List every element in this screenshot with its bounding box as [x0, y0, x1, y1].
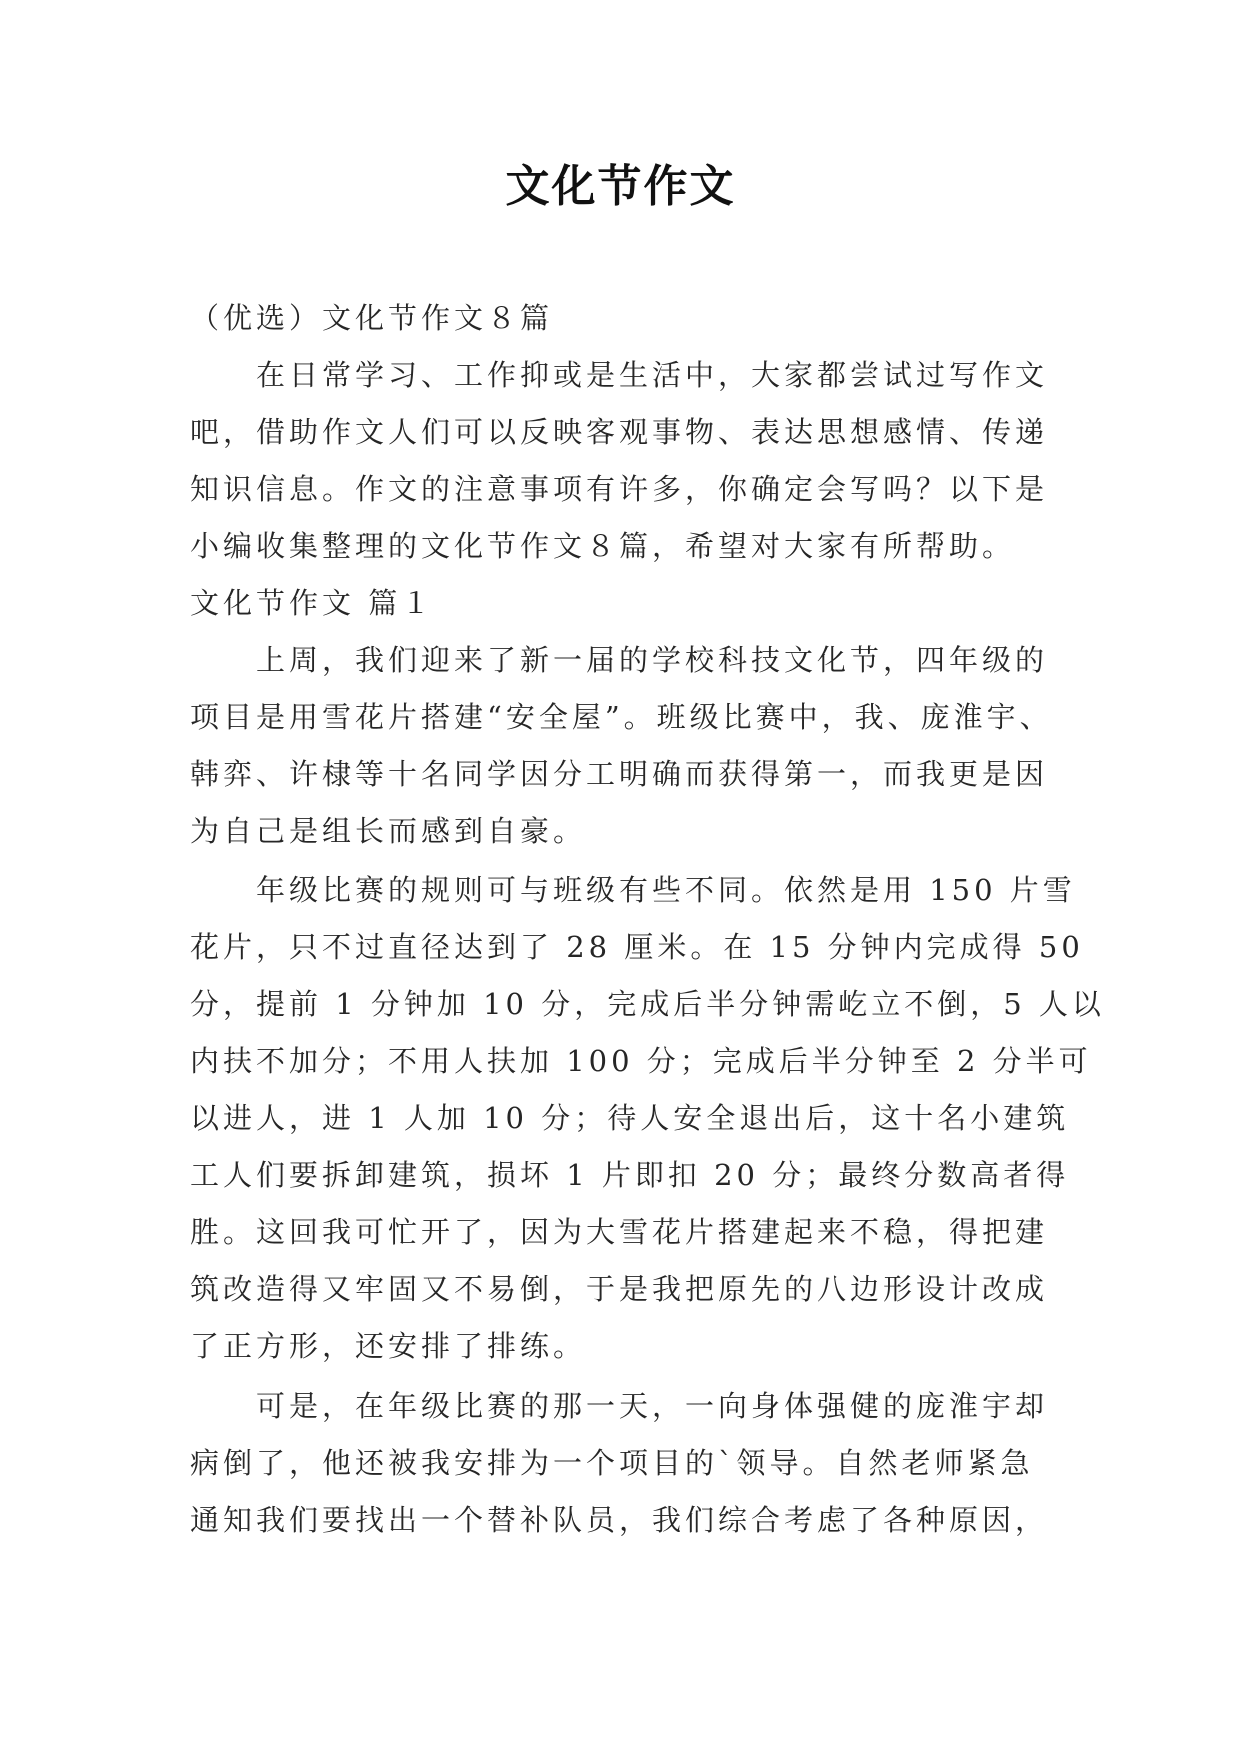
paragraph-line: 内扶不加分；不用人扶加 100 分；完成后半分钟至 2 分半可	[190, 1044, 1092, 1078]
paragraph-line: 筑改造得又牢固又不易倒，于是我把原先的八边形设计改成	[190, 1272, 1049, 1306]
paragraph-line: 胜。这回我可忙开了，因为大雪花片搭建起来不稳，得把建	[190, 1215, 1049, 1249]
paragraph-line: 可是，在年级比赛的那一天，一向身体强健的庞淮宇却	[256, 1389, 1049, 1423]
paragraph-line: 在日常学习、工作抑或是生活中，大家都尝试过写作文	[256, 358, 1049, 392]
document-subtitle: （优选）文化节作文８篇	[190, 301, 554, 335]
paragraph-line: 吧，借助作文人们可以反映客观事物、表达思想感情、传递	[190, 415, 1049, 449]
paragraph-line: 通知我们要找出一个替补队员，我们综合考虑了各种原因，	[190, 1503, 1049, 1537]
paragraph-line: 分，提前 1 分钟加 10 分，完成后半分钟需屹立不倒，5 人以	[190, 987, 1105, 1021]
paragraph-line: 项目是用雪花片搭建“安全屋”。班级比赛中，我、庞淮宇、	[190, 700, 1053, 734]
document-title: 文化节作文	[505, 161, 736, 212]
section-heading: 文化节作文 篇１	[190, 586, 435, 620]
paragraph-line: 知识信息。作文的注意事项有许多，你确定会写吗？以下是	[190, 472, 1049, 506]
paragraph-line: 年级比赛的规则可与班级有些不同。依然是用 150 片雪	[256, 873, 1076, 907]
paragraph-line: 韩弈、许棣等十名同学因分工明确而获得第一，而我更是因	[190, 757, 1049, 791]
paragraph-line: 花片，只不过直径达到了 28 厘米。在 15 分钟内完成得 50	[190, 930, 1084, 964]
paragraph-line: 上周，我们迎来了新一届的学校科技文化节，四年级的	[256, 643, 1049, 677]
paragraph-line: 为自己是组长而感到自豪。	[190, 814, 587, 848]
paragraph-line: 小编收集整理的文化节作文８篇，希望对大家有所帮助。	[190, 529, 1016, 563]
paragraph-line: 工人们要拆卸建筑，损坏 1 片即扣 20 分；最终分数高者得	[190, 1158, 1070, 1192]
paragraph-line: 了正方形，还安排了排练。	[190, 1329, 587, 1363]
paragraph-line: 病倒了，他还被我安排为一个项目的`领导。自然老师紧急	[190, 1446, 1034, 1480]
paragraph-line: 以进人，进 1 人加 10 分；待人安全退出后，这十名小建筑	[190, 1101, 1070, 1135]
